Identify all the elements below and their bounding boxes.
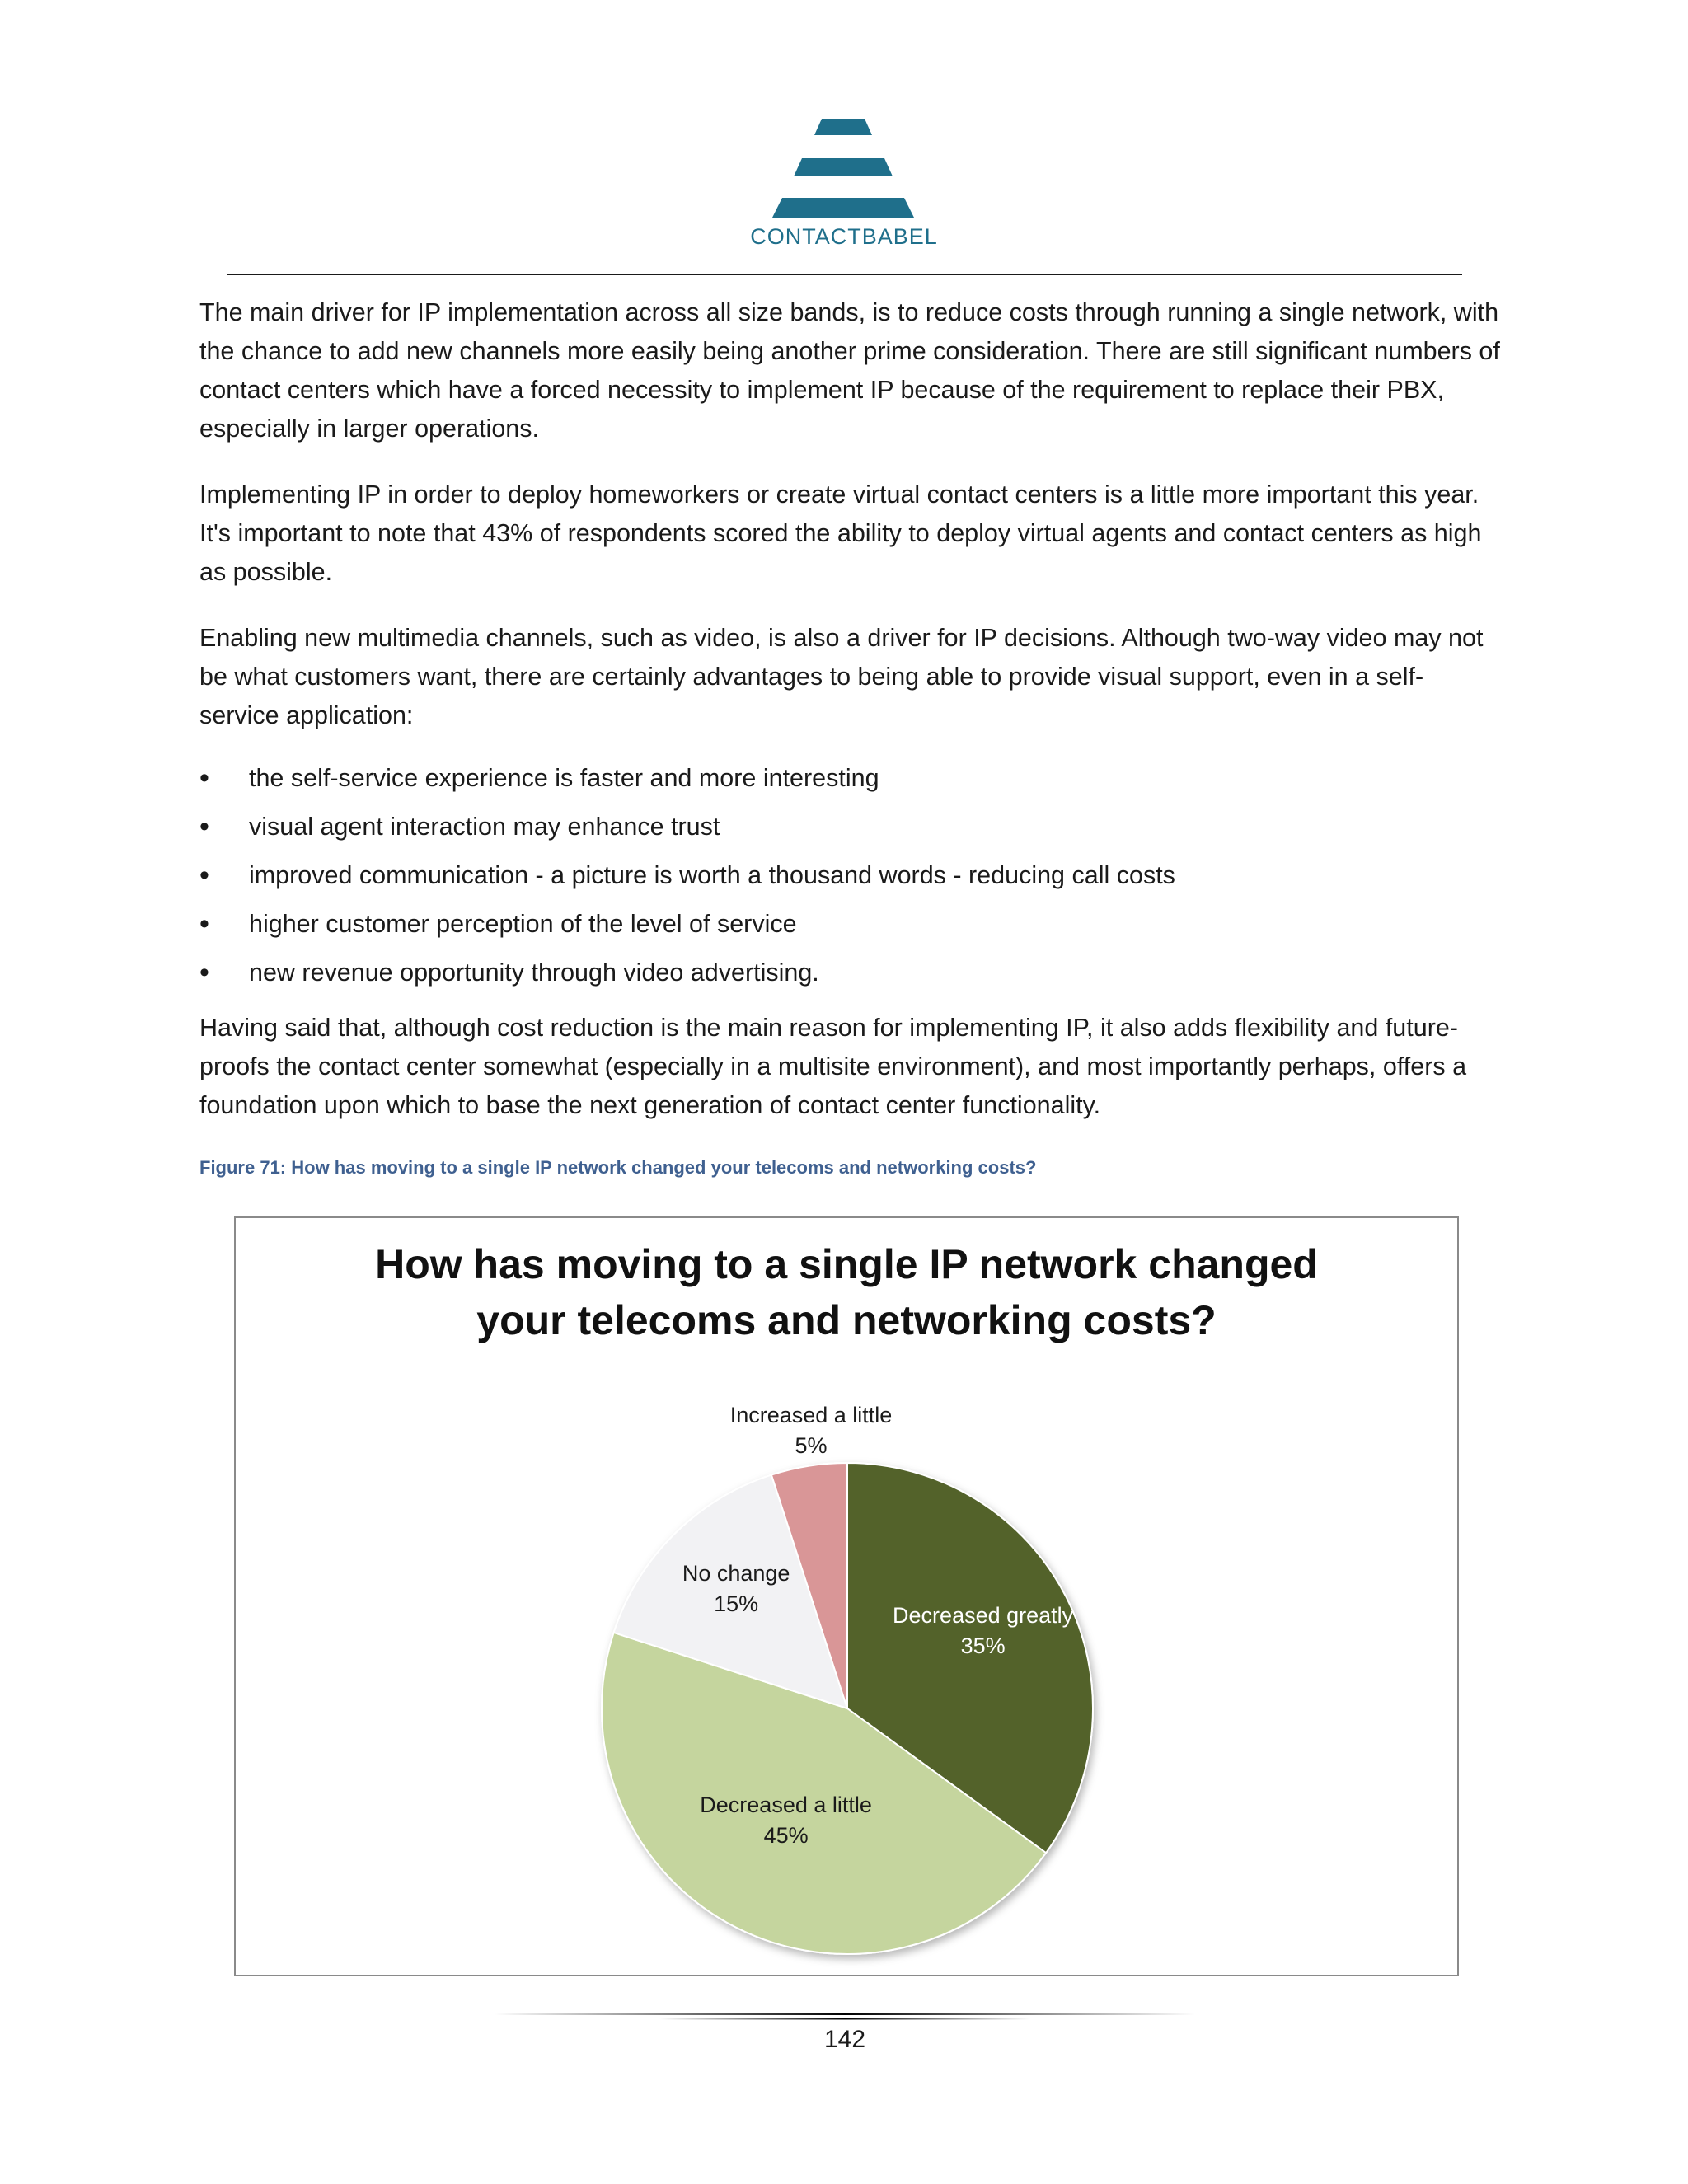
footer-rule <box>495 2011 1195 2024</box>
pie-chart <box>234 1216 1459 1976</box>
figure-caption: Figure 71: How has moving to a single IP network changed your telecoms and networking costs? <box>199 1157 1037 1178</box>
bullet-item: • visual agent interaction may enhance trust <box>199 808 1502 856</box>
bullet-item: • higher customer perception of the level of service <box>199 905 1502 954</box>
page-number: 142 <box>823 2026 866 2053</box>
logo-wordmark <box>701 224 987 250</box>
chart-title-line-2: your telecoms and networking costs? <box>476 1297 1217 1343</box>
pie-label-decreased-greatly: Decreased greatly 35% <box>893 1603 1074 1659</box>
logo-word-contact: CONTACT <box>750 224 862 249</box>
bullet-item: • new revenue opportunity through video advertising. <box>199 954 1502 1002</box>
paragraph-3: Enabling new multimedia channels, such as video, is also a driver for IP decisions. Although two-way video may not be what customers want, there are certainly advantages to being able to provide visual support, even in a self-service application: <box>199 624 1484 729</box>
pie-label-no-change: No change 15% <box>682 1561 790 1617</box>
bullet-item: • the self-service experience is faster and more interesting <box>199 759 1502 808</box>
paragraph-1: The main driver for IP implementation across all size bands, is to reduce costs through running a single network, with the chance to add new channels more easily being another prime consideration. There are still significant numbers of contact centers which have a forced necessity to implement IP because of the requirement to replace their PBX, especially in larger operations. <box>199 298 1500 443</box>
pie-label-decreased-a-little: Decreased a little 45% <box>700 1793 872 1849</box>
chart-title-line-1: How has moving to a single IP network changed <box>375 1241 1318 1287</box>
body-text <box>199 293 1502 1152</box>
paragraph-2: Implementing IP in order to deploy homeworkers or create virtual contact centers is a little more important this year. It's important to note that 43% of respondents scored the ability to deploy virtual agents and contact centers as high as possible. <box>199 480 1482 586</box>
logo-word-babel: BABEL <box>861 224 938 249</box>
bullet-item: • improved communication - a picture is worth a thousand words - reducing call costs <box>199 856 1502 905</box>
bullet-list <box>199 759 1502 1002</box>
pie-label-increased-a-little: Increased a little 5% <box>729 1403 893 1458</box>
header-rule <box>227 274 1462 275</box>
paragraph-closing: Having said that, although cost reduction is the main reason for implementing IP, it also adds flexibility and future-proofs the contact center somewhat (especially in a multisite environment), and most importantly perhaps, offers a foundation upon which to base the next generation of contact center functionality. <box>199 1014 1467 1119</box>
